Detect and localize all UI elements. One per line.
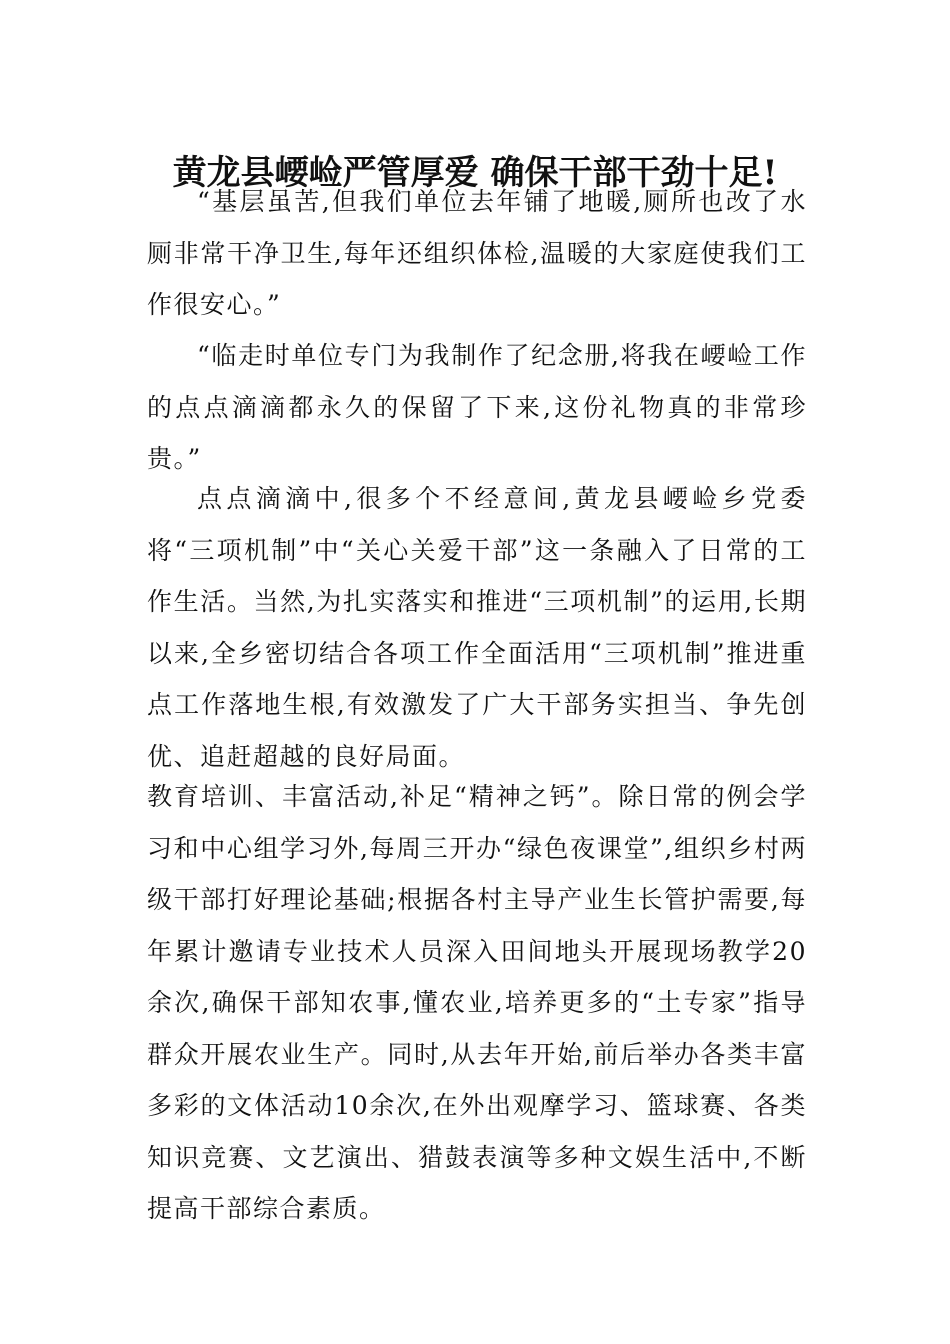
paragraph-quote-2: “临走时单位专门为我制作了纪念册,将我在崾崄工作的点点滴滴都永久的保留了下来,这份礼物真的非常珍贵。” [147,341,807,473]
paragraph-quote-1: “基层虽苦,但我们单位去年铺了地暖,厕所也改了水厕非常干净卫生,每年还组织体检,温暖的大家庭使我们工作很安心。” [147,187,807,319]
document-title: 黄龙县崾崄严管厚爱 确保干部干劲十足! [172,152,778,193]
paragraph-mechanism: 点点滴滴中,很多个不经意间,黄龙县崾崄乡党委将“三项机制”中“关心关爱干部”这一条融入了日常的工作生活。当然,为扎实落实和推进“三项机制”的运用,长期以来,全乡密切结合各项工作全面活用“三项机制”推进重点工作落地生根,有效激发了广大干部务实担当、争先创优、追赶超越的良好局面。 [147,484,807,771]
paragraph-education: 教育培训、丰富活动,补足“精神之钙”。除日常的例会学习和中心组学习外,每周三开办“绿色夜课堂”,组织乡村两级干部打好理论基础;根据各村主导产业生长管护需要,每年累计邀请专业技术人员深入田间地头开展现场教学20余次,确保干部知农事,懂农业,培养更多的“土专家”指导群众开展农业生产。同时,从去年开始,前后举办各类丰富多彩的文体活动10余次,在外出观摩学习、篮球赛、各类知识竞赛、文艺演出、猎鼓表演等多种文娱生活中,不断提高干部综合素质。 [147,782,807,1223]
